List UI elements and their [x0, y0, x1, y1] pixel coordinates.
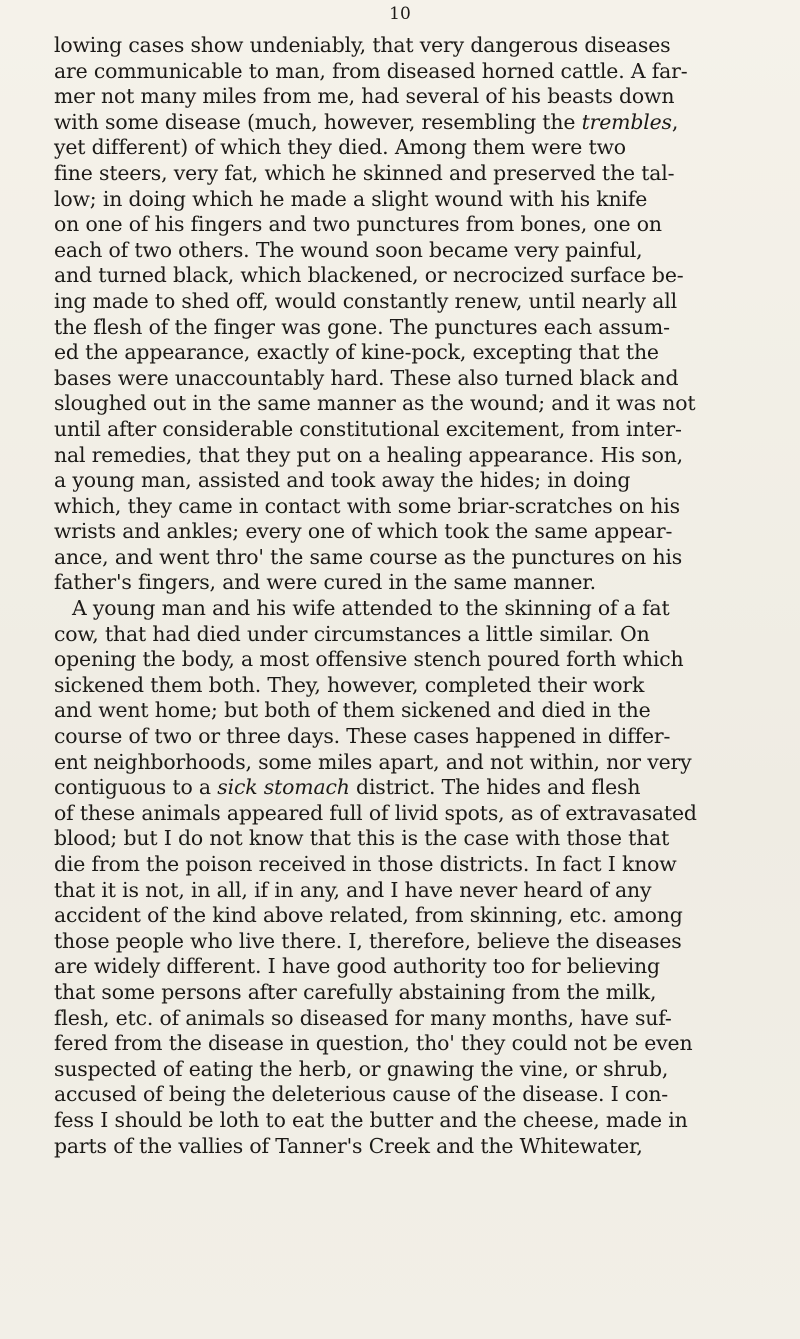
text-line: cow, that had died under circumstances a little similar. On — [54, 621, 650, 646]
text-line: course of two or three days. These cases happened in differ- — [54, 724, 671, 749]
page-number: 10 — [389, 4, 411, 24]
text-line: sloughed out in the same manner as the wound; and it was not — [54, 391, 696, 416]
text-line: a young man, assisted and took away the hides; in doing — [54, 468, 631, 493]
italic-text: sick stomach — [217, 775, 350, 800]
text-line: on one of his fingers and two punctures from bones, one on — [54, 212, 662, 237]
text-line: those people who live there. I, therefore, believe the diseases — [54, 928, 682, 953]
text-line: wrists and ankles; every one of which took the same appear- — [54, 519, 673, 544]
text-line: are widely different. I have good authority too for believing — [54, 954, 660, 979]
text-line: yet different) of which they died. Among them were two — [54, 135, 626, 160]
text-line: mer not many miles from me, had several of his beasts down — [54, 84, 675, 109]
text-line: low; in doing which he made a slight wound with his knife — [54, 186, 648, 211]
text-line: suspected of eating the herb, or gnawing the vine, or shrub, — [54, 1056, 669, 1081]
text-line: flesh, etc. of animals so diseased for many months, have suf- — [54, 1005, 672, 1030]
text-line: that some persons after carefully abstaining from the milk, — [54, 979, 657, 1004]
text-line: and went home; but both of them sickened and died in the — [54, 698, 651, 723]
text-line: and turned black, which blackened, or necrocized surface be- — [54, 263, 684, 288]
text-line: until after considerable constitutional excitement, from inter- — [54, 416, 682, 441]
text-line: ed the appearance, exactly of kine-pock, excepting that the — [54, 340, 659, 365]
text-line: accident of the kind above related, from skinning, etc. among — [54, 903, 683, 928]
text-line: ance, and went thro' the same course as the punctures on his — [54, 544, 683, 569]
paragraph-1 — [54, 33, 764, 596]
text-line: father's fingers, and were cured in the same manner. — [54, 570, 596, 595]
body-text — [54, 33, 764, 1159]
text-line: blood; but I do not know that this is the case with those that — [54, 826, 670, 851]
text-line: that it is not, in all, if in any, and I have never heard of any — [54, 877, 652, 902]
text-line: which, they came in contact with some briar-scratches on his — [54, 493, 680, 518]
text-line: each of two others. The wound soon became very painful, — [54, 237, 643, 262]
text-line: die from the poison received in those districts. In fact I know — [54, 852, 677, 876]
text-line: opening the body, a most offensive stench poured forth which — [54, 647, 684, 672]
text-line: fered from the disease in question, tho' they could not be even — [54, 1031, 693, 1056]
text-line: with some disease (much, however, resembling the trembles, — [54, 109, 679, 134]
text-line: fess I should be loth to eat the butter and the cheese, made in — [54, 1107, 688, 1132]
italic-text: trembles — [581, 109, 672, 134]
text-line: ent neighborhoods, some miles apart, and not within, nor very — [54, 749, 692, 774]
text-line: ing made to shed off, would constantly renew, until nearly all — [54, 288, 677, 313]
text-line: accused of being the deleterious cause of the disease. I con- — [54, 1082, 669, 1107]
text-line: sickened them both. They, however, completed their work — [54, 672, 645, 697]
text-line: of these animals appeared full of livid spots, as of extravasated — [54, 800, 697, 825]
text-line: the flesh of the finger was gone. The punctures each assum- — [54, 314, 670, 339]
paragraph-2 — [54, 596, 764, 1159]
text-line: bases were unaccountably hard. These also turned black and — [54, 365, 679, 390]
text-line: fine steers, very fat, which he skinned and preserved the tal- — [54, 160, 675, 185]
text-line: nal remedies, that they put on a healing appearance. His son, — [54, 442, 684, 467]
text-line: A young man and his wife attended to the skinning of a fat — [72, 596, 670, 621]
text-line: lowing cases show undeniably, that very dangerous diseases — [54, 33, 671, 57]
text-line: contiguous to a sick stomach district. The hides and flesh — [54, 775, 641, 800]
text-line: are communicable to man, from diseased horned cattle. A far- — [54, 58, 688, 83]
text-line: parts of the vallies of Tanner's Creek and the Whitewater, — [54, 1133, 643, 1158]
